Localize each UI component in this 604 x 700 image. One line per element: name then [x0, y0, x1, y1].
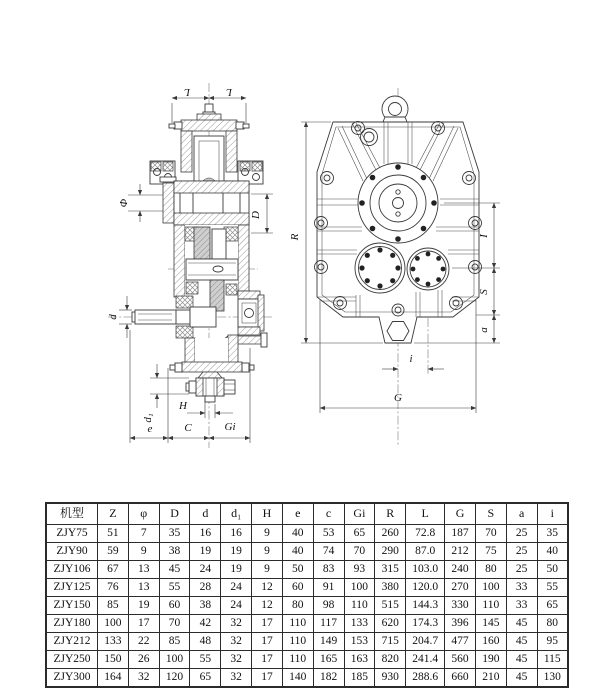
value-cell: 38 — [190, 597, 221, 615]
value-cell: 70 — [475, 525, 506, 543]
value-cell: 115 — [537, 651, 568, 669]
dim-label-phi: Φ — [118, 198, 130, 208]
value-cell: 12 — [252, 597, 283, 615]
value-cell: 380 — [375, 579, 406, 597]
value-cell: 17 — [252, 615, 283, 633]
value-cell: 515 — [375, 597, 406, 615]
column-header: i — [537, 503, 568, 525]
column-header: e — [282, 503, 313, 525]
value-cell: 174.3 — [406, 615, 445, 633]
value-cell: 85 — [159, 633, 190, 651]
dim-label-d: d — [107, 314, 119, 320]
column-header: c — [313, 503, 344, 525]
value-cell: 9 — [128, 543, 159, 561]
table-row — [46, 525, 568, 543]
value-cell: 110 — [475, 597, 506, 615]
value-cell: 110 — [282, 633, 313, 651]
value-cell: 83 — [313, 561, 344, 579]
value-cell: 204.7 — [406, 633, 445, 651]
value-cell: 75 — [475, 543, 506, 561]
column-header: 机型 — [46, 503, 98, 525]
spec-table-body — [46, 525, 568, 688]
dim-label-a: a — [478, 327, 490, 333]
value-cell: 100 — [159, 651, 190, 669]
dim-label-i: i — [409, 353, 413, 365]
value-cell: 93 — [344, 561, 375, 579]
value-cell: 9 — [252, 525, 283, 543]
dim-label-d1: d₁ — [142, 413, 154, 423]
value-cell: 32 — [221, 651, 252, 669]
value-cell: 120 — [159, 669, 190, 688]
value-cell: 25 — [506, 543, 537, 561]
value-cell: 930 — [375, 669, 406, 688]
value-cell: 19 — [221, 543, 252, 561]
spec-table — [45, 502, 569, 688]
value-cell: 38 — [159, 543, 190, 561]
value-cell: 50 — [282, 561, 313, 579]
value-cell: 45 — [506, 669, 537, 688]
model-cell: ZJY300 — [46, 669, 98, 688]
value-cell: 7 — [128, 525, 159, 543]
model-cell: ZJY106 — [46, 561, 98, 579]
value-cell: 33 — [506, 597, 537, 615]
left-sectional-view — [107, 83, 273, 448]
value-cell: 100 — [475, 579, 506, 597]
model-cell: ZJY75 — [46, 525, 98, 543]
value-cell: 212 — [445, 543, 476, 561]
value-cell: 28 — [190, 579, 221, 597]
model-cell: ZJY212 — [46, 633, 98, 651]
model-cell: ZJY250 — [46, 651, 98, 669]
value-cell: 182 — [313, 669, 344, 688]
table-row — [46, 543, 568, 561]
value-cell: 165 — [313, 651, 344, 669]
value-cell: 74 — [313, 543, 344, 561]
value-cell: 35 — [159, 525, 190, 543]
value-cell: 315 — [375, 561, 406, 579]
value-cell: 110 — [282, 651, 313, 669]
table-row — [46, 669, 568, 688]
table-row — [46, 597, 568, 615]
value-cell: 95 — [537, 633, 568, 651]
value-cell: 133 — [344, 615, 375, 633]
value-cell: 60 — [282, 579, 313, 597]
dim-label-D: D — [250, 211, 262, 219]
table-row — [46, 615, 568, 633]
value-cell: 70 — [159, 615, 190, 633]
value-cell: 160 — [475, 633, 506, 651]
value-cell: 32 — [221, 669, 252, 688]
value-cell: 185 — [344, 669, 375, 688]
value-cell: 32 — [128, 669, 159, 688]
value-cell: 149 — [313, 633, 344, 651]
value-cell: 19 — [128, 597, 159, 615]
value-cell: 110 — [344, 597, 375, 615]
value-cell: 396 — [445, 615, 476, 633]
value-cell: 620 — [375, 615, 406, 633]
dim-label-S: S — [478, 289, 490, 295]
value-cell: 24 — [221, 597, 252, 615]
dim-label-L-left: L — [183, 86, 191, 98]
column-header: G — [445, 503, 476, 525]
value-cell: 24 — [190, 561, 221, 579]
value-cell: 65 — [344, 525, 375, 543]
value-cell: 70 — [344, 543, 375, 561]
dim-label-Gi: Gi — [224, 421, 236, 433]
table-row — [46, 579, 568, 597]
value-cell: 660 — [445, 669, 476, 688]
value-cell: 50 — [537, 561, 568, 579]
value-cell: 53 — [313, 525, 344, 543]
value-cell: 560 — [445, 651, 476, 669]
value-cell: 270 — [445, 579, 476, 597]
dim-label-H: H — [179, 400, 187, 412]
value-cell: 288.6 — [406, 669, 445, 688]
value-cell: 19 — [190, 543, 221, 561]
dim-label-G: G — [394, 392, 402, 404]
value-cell: 32 — [221, 615, 252, 633]
column-header: a — [506, 503, 537, 525]
value-cell: 85 — [98, 597, 129, 615]
column-header: S — [475, 503, 506, 525]
value-cell: 164 — [98, 669, 129, 688]
value-cell: 33 — [506, 579, 537, 597]
value-cell: 187 — [445, 525, 476, 543]
value-cell: 40 — [282, 543, 313, 561]
dim-label-L-right: L — [225, 86, 233, 98]
value-cell: 330 — [445, 597, 476, 615]
table-row — [46, 633, 568, 651]
header-row — [46, 503, 568, 525]
model-cell: ZJY125 — [46, 579, 98, 597]
value-cell: 820 — [375, 651, 406, 669]
column-header: d₁ — [221, 503, 252, 525]
value-cell: 59 — [98, 543, 129, 561]
value-cell: 240 — [445, 561, 476, 579]
value-cell: 98 — [313, 597, 344, 615]
spec-table-header — [46, 503, 568, 525]
value-cell: 100 — [98, 615, 129, 633]
value-cell: 80 — [537, 615, 568, 633]
value-cell: 65 — [537, 597, 568, 615]
value-cell: 103.0 — [406, 561, 445, 579]
column-header: d — [190, 503, 221, 525]
value-cell: 260 — [375, 525, 406, 543]
value-cell: 45 — [506, 615, 537, 633]
value-cell: 117 — [313, 615, 344, 633]
column-header: φ — [128, 503, 159, 525]
column-header: Gi — [344, 503, 375, 525]
value-cell: 35 — [537, 525, 568, 543]
model-cell: ZJY150 — [46, 597, 98, 615]
value-cell: 25 — [506, 561, 537, 579]
value-cell: 17 — [252, 633, 283, 651]
value-cell: 13 — [128, 579, 159, 597]
value-cell: 22 — [128, 633, 159, 651]
value-cell: 60 — [159, 597, 190, 615]
value-cell: 65 — [190, 669, 221, 688]
value-cell: 16 — [221, 525, 252, 543]
value-cell: 17 — [252, 651, 283, 669]
value-cell: 26 — [128, 651, 159, 669]
value-cell: 9 — [252, 561, 283, 579]
value-cell: 67 — [98, 561, 129, 579]
value-cell: 25 — [506, 525, 537, 543]
value-cell: 9 — [252, 543, 283, 561]
value-cell: 120.0 — [406, 579, 445, 597]
value-cell: 76 — [98, 579, 129, 597]
right-front-view — [289, 88, 500, 445]
value-cell: 55 — [190, 651, 221, 669]
value-cell: 24 — [221, 579, 252, 597]
value-cell: 17 — [252, 669, 283, 688]
value-cell: 110 — [282, 615, 313, 633]
value-cell: 55 — [159, 579, 190, 597]
dim-label-e: e — [147, 423, 153, 435]
value-cell: 140 — [282, 669, 313, 688]
value-cell: 51 — [98, 525, 129, 543]
dim-label-I: I — [478, 234, 490, 238]
table-row — [46, 561, 568, 579]
value-cell: 145 — [475, 615, 506, 633]
value-cell: 42 — [190, 615, 221, 633]
value-cell: 477 — [445, 633, 476, 651]
value-cell: 12 — [252, 579, 283, 597]
value-cell: 17 — [128, 615, 159, 633]
dim-label-R: R — [289, 233, 301, 241]
column-header: R — [375, 503, 406, 525]
value-cell: 190 — [475, 651, 506, 669]
value-cell: 715 — [375, 633, 406, 651]
value-cell: 45 — [506, 633, 537, 651]
value-cell: 16 — [190, 525, 221, 543]
value-cell: 100 — [344, 579, 375, 597]
value-cell: 45 — [159, 561, 190, 579]
value-cell: 163 — [344, 651, 375, 669]
value-cell: 40 — [537, 543, 568, 561]
column-header: L — [406, 503, 445, 525]
value-cell: 80 — [282, 597, 313, 615]
column-header: H — [252, 503, 283, 525]
value-cell: 19 — [221, 561, 252, 579]
value-cell: 87.0 — [406, 543, 445, 561]
dim-label-C: C — [184, 422, 192, 434]
value-cell: 153 — [344, 633, 375, 651]
column-header: D — [159, 503, 190, 525]
value-cell: 130 — [537, 669, 568, 688]
value-cell: 133 — [98, 633, 129, 651]
value-cell: 91 — [313, 579, 344, 597]
value-cell: 290 — [375, 543, 406, 561]
value-cell: 241.4 — [406, 651, 445, 669]
value-cell: 48 — [190, 633, 221, 651]
value-cell: 40 — [282, 525, 313, 543]
value-cell: 55 — [537, 579, 568, 597]
value-cell: 13 — [128, 561, 159, 579]
model-cell: ZJY90 — [46, 543, 98, 561]
table-row — [46, 651, 568, 669]
value-cell: 45 — [506, 651, 537, 669]
value-cell: 32 — [221, 633, 252, 651]
value-cell: 144.3 — [406, 597, 445, 615]
model-cell: ZJY180 — [46, 615, 98, 633]
value-cell: 80 — [475, 561, 506, 579]
value-cell: 150 — [98, 651, 129, 669]
value-cell: 72.8 — [406, 525, 445, 543]
column-header: Z — [98, 503, 129, 525]
value-cell: 210 — [475, 669, 506, 688]
